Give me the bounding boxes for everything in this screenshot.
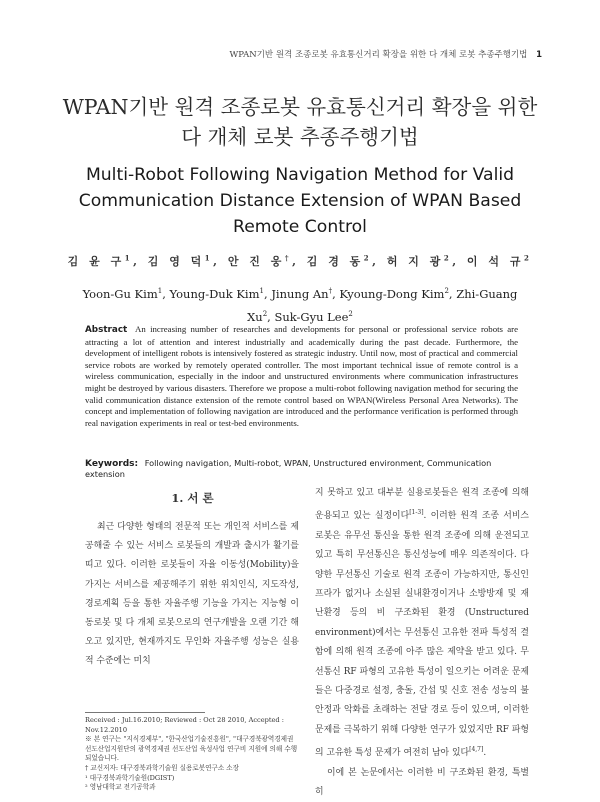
keywords-text: Following navigation, Multi-robot, WPAN, Unstructured environment, Communication extension [85, 458, 492, 479]
author-name: 이 석 규 [466, 255, 524, 268]
author-affiliation-mark: 2 [523, 253, 533, 263]
funding-note: ※ 본 연구는 "지식경제부", "한국산업기술진흥원", "대구경북광역경제권 선도산업지원단의 광역경제권 선도산업 육성사업 연구비 지원에 의해 수행되었습니다. [85, 735, 298, 763]
affiliation-note-2: ² 영남대학교 전기공학과 [85, 783, 156, 792]
keywords [85, 458, 518, 479]
right-column-paragraph-1 [315, 484, 529, 764]
author-name: Young-Duk Kim [169, 286, 260, 301]
english-title-line3: Remote Control [233, 217, 367, 237]
author-name: Yoon-Gu Kim [82, 286, 158, 301]
author-affiliation-mark: 1 [204, 253, 214, 263]
body-text: . 이러한 원격 조종 서비스 로봇은 유무선 통신을 통한 원격 조종에 의해 운전되고 있고 특히 무선통신은 통신성능에 매우 의존적이다. 다양한 무선통신 기술로 원격 조종이 가능하지만, 통신인프라가 없거나 소실된 실내환경이거나 소방방재 및 재난환경 등의 비 구조화된 환경 (Unstructured environment)에서는 무선통신 고유한 전파 특성적 결함에 의해 원격 조종에 아주 많은 제약을 받고 있다. 무선통신 RF 파형의 고유한 특성이 일으키는 어려운 문제들은 다중경로 설정, 충돌, 간섭 및 신호 전송 성능의 불안정과 악화를 초래하는 전달 경로 등이 있으며, 이러한 문제를 극복하기 위해 다양한 연구가 있었지만 RF 파형의 고유한 특성 문제가 여전히 남아 있다 [315, 511, 529, 759]
corresponding-author-note: † 교신저자: 대구경북과학기술원 실용로봇연구소 소장 [85, 763, 240, 772]
author-affiliation-mark: † [328, 287, 333, 295]
korean-title [40, 92, 560, 152]
author-name: Suk-Gyu Lee [274, 309, 349, 324]
abstract-text: An increasing number of researches and developments for personal or professional service robots are attracting a lot of attention and interest industrially and academically during the past decade. Furthermore, the development of intelligent robots is intensively fostered as strategic industry. Until now, most of practical and commercial service robots are worked by remotely operated controller. The most important technical issue of remote control is a wireless communication, especially in the indoor and unstructured environments where communication infrastructures might be destroyed by various disasters. Therefore we propose a multi-robot following navigation method for securing the valid communication distance extension of the remote control based on WPAN(Wireless Personal Area Networks). The concept and implementation of following navigation are introduced and the performance verification is performed through real navigation experiments in real or test-bed environments. [85, 324, 518, 428]
author-affiliation-mark: 2 [262, 309, 268, 318]
author-affiliation-mark: 2 [444, 287, 449, 295]
received-dates: Received : Jul.16.2010; Reviewed : Oct 28 2010, Accepted : Nov.12.2010 [85, 716, 284, 734]
korean-title-line1: WPAN기반 원격 조종로봇 유효통신거리 확장을 위한 [62, 95, 538, 119]
author-affiliation-mark: 1 [124, 253, 134, 263]
keywords-label: Keywords: [85, 459, 139, 469]
page-number: 1 [536, 50, 542, 60]
author-name: Zhi-Guang Xu [247, 286, 518, 324]
english-authors: Yoon-Gu Kim$^1$, Young-Duk Kim$^1$, Jinung An†, Kyoung-Dong Kim$^2$, Zhi-Guang Xu$^2$, Suk-Gyu Lee$^2$ [82, 286, 518, 324]
author-affiliation-mark: 2 [443, 253, 453, 263]
author-affiliation-mark: 1 [259, 287, 264, 295]
citation: [4,7] [469, 746, 484, 754]
running-header-text: WPAN기반 원격 조종로봇 유효통신거리 확장을 위한 다 개체 로봇 추종주행기법 [229, 50, 528, 60]
english-title-line1: Multi-Robot Following Navigation Method for Valid [85, 165, 515, 185]
author-name: 김 윤 구 [67, 255, 125, 268]
author-name: 김 경 동 [306, 255, 364, 268]
section-heading: 1. 서 론 [171, 491, 214, 505]
author-name: 김 영 덕 [147, 255, 205, 268]
author-name: Kyoung-Dong Kim [339, 286, 445, 301]
english-title-line2: Communication Distance Extension of WPAN Based [78, 191, 522, 211]
english-title [50, 162, 550, 240]
abstract-label: Abstract [85, 325, 128, 335]
abstract [85, 324, 518, 429]
author-affiliation-mark: 1 [157, 287, 163, 295]
author-affiliation-mark: † [284, 253, 293, 263]
citation: [1-3] [409, 509, 424, 517]
korean-title-line2: 다 개체 로봇 추종주행기법 [181, 125, 419, 149]
author-affiliation-mark: 2 [348, 309, 353, 318]
korean-authors: 김 윤 구$^1$, 김 영 덕$^1$, 안 진 웅†, 김 경 동$^2$, 허 지 광$^2$, 이 석 규$^2$ [67, 253, 533, 268]
left-column-paragraph: 최근 다양한 형태의 전문적 또는 개인적 서비스를 제공해줄 수 있는 서비스 로봇들의 개발과 출시가 활기를 띠고 있다. 이러한 로봇들이 자율 이동성(Mobility)을 가지는 서비스를 제공해주기 위한 위치인식, 지도작성, 경로계획 등을 통한 자율주행 기능을 가지는 지능형 이동로봇 및 다 개체 로봇으로의 연구개발을 오랜 기간 해오고 있지만, 현재까지도 무인화 자율주행 성능은 실용적 수준에는 미치 [85, 522, 299, 667]
author-name: 허 지 광 [386, 255, 444, 268]
author-name: Jinung An [271, 286, 329, 301]
affiliation-note-1: ¹ 대구경북과학기술원(DGIST) [85, 773, 175, 782]
footnote-divider [85, 712, 205, 713]
footnotes [85, 716, 299, 793]
right-column-paragraph-2: 이에 본 논문에서는 이러한 비 구조화된 환경, 특별히 [315, 767, 529, 798]
right-column [315, 484, 529, 802]
running-header [0, 48, 600, 60]
author-name: 안 진 웅 [227, 255, 285, 268]
body-text: . [483, 748, 487, 759]
body-text: 지 못하고 있고 대부분 실용로봇들은 원격 조종에 의해 운용되고 있는 실정이다 [315, 488, 529, 522]
author-affiliation-mark: 2 [363, 253, 373, 263]
